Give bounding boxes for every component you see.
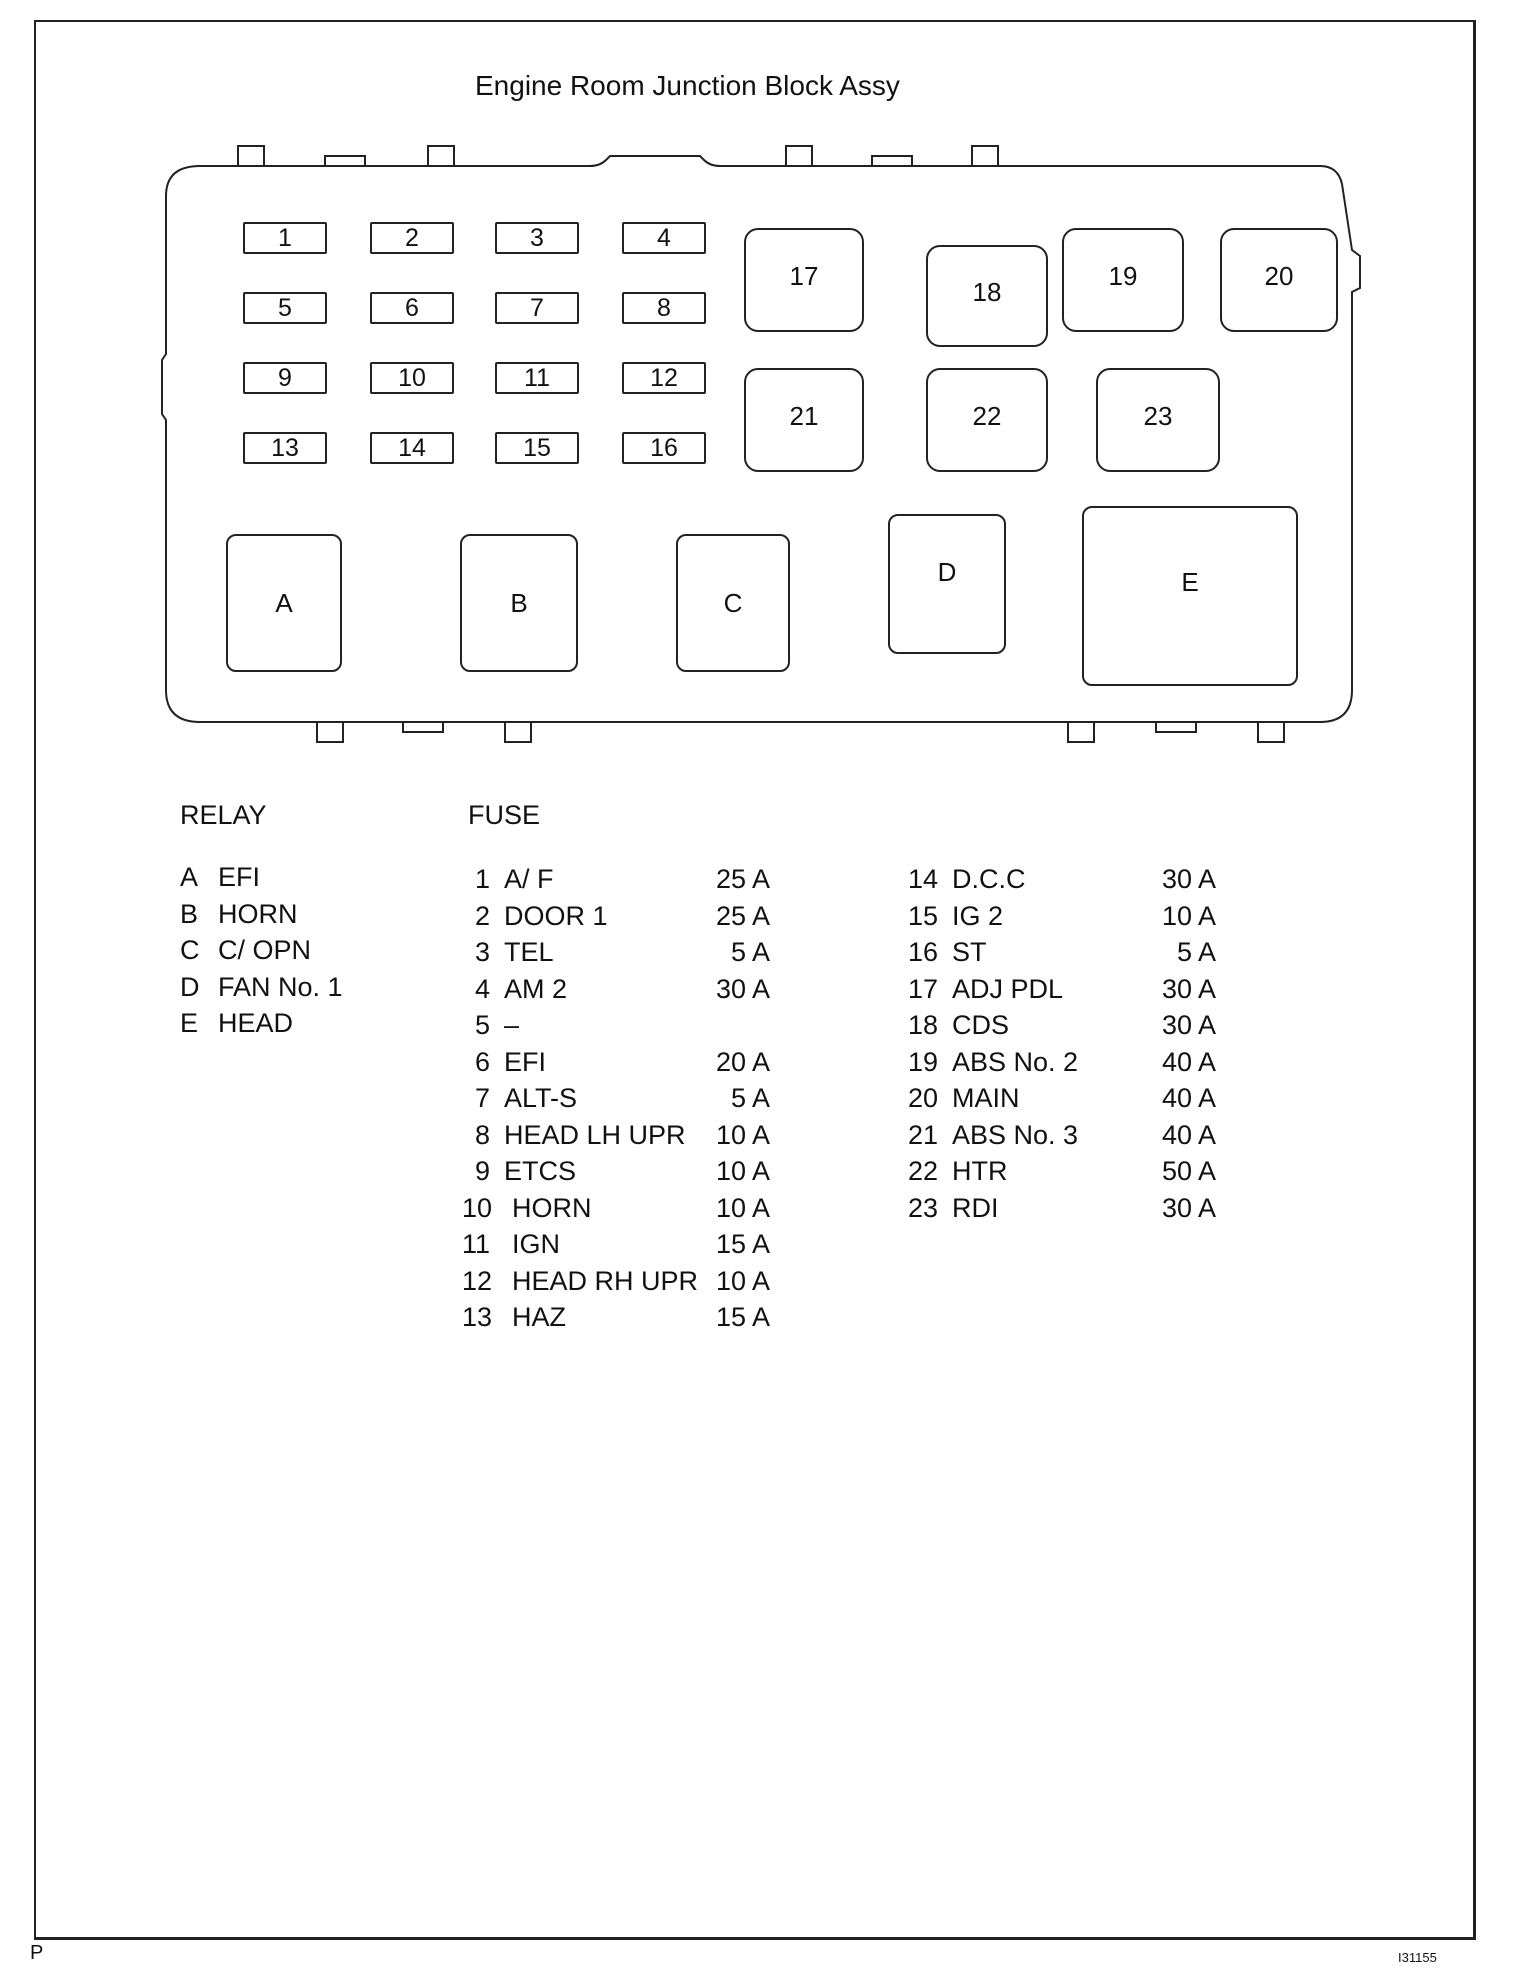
fuse-name: ABS No. 2 [952,1046,1079,1077]
fuse-number: 3 [474,937,490,967]
relay-e [1082,506,1298,686]
fuse-number: 9 [474,1156,490,1186]
fuse-legend-row [462,1156,770,1190]
fuse-legend-row [900,901,1216,935]
fuse-name: AM 2 [504,973,568,1004]
fuse-slot-9 [243,362,327,394]
fuse-name: HEAD RH UPR [512,1265,699,1296]
fuse-amperage: 30 A [1161,864,1216,894]
fuse-name: ALT-S [504,1083,578,1113]
fuse-box-19 [1062,228,1184,332]
fuse-name: HAZ [512,1302,566,1332]
fuse-box-21-label: 21 [789,400,819,431]
fuse-name: IGN [512,1229,561,1259]
fuse-number: 20 [907,1083,938,1113]
relay-id: D [180,971,200,1002]
relay-header: RELAY [180,800,267,830]
relay-id: C [180,935,200,965]
fuse-slot-10-label: 10 [398,363,426,392]
fuse-amperage: 10 A [715,1156,770,1186]
fuse-legend-row [462,1302,770,1336]
fuse-slot-15 [495,432,579,464]
fuse-slot-6 [370,292,454,324]
fuse-number: 23 [907,1192,938,1223]
fuse-amperage: 10 A [715,1119,770,1150]
fuse-slot-7-label: 7 [530,293,544,322]
fuse-box-23 [1096,368,1220,472]
fuse-slot-14-label: 14 [398,433,426,462]
relay-name: FAN No. 1 [218,971,343,1002]
fuse-slot-16-label: 16 [650,433,678,462]
fuse-legend-row [462,1266,770,1300]
fuse-box-17-label: 17 [789,260,819,291]
fuse-number: 10 [462,1192,493,1223]
fuse-slot-9-label: 9 [278,363,292,392]
fuse-legend-row [900,1010,1216,1044]
fuse-name: ABS No. 3 [952,1119,1079,1150]
fuse-name: IG 2 [952,900,1004,931]
fuse-slot-13-label: 13 [271,433,299,462]
fuse-name: HTR [952,1156,1008,1186]
fuse-legend-row [462,974,770,1008]
fuse-slot-8-label: 8 [657,293,671,322]
fuse-amperage: 25 A [715,900,770,931]
fuse-number: 22 [907,1156,938,1186]
fuse-legend-row [900,864,1216,898]
figure-code: I31155 [1398,1950,1437,1965]
fuse-slot-10 [370,362,454,394]
fuse-box-18-label: 18 [972,276,1002,307]
fuse-name: CDS [952,1010,1010,1040]
fuse-number: 4 [474,973,490,1004]
relay-e-label: E [1181,566,1199,597]
diagram-title: Engine Room Junction Block Assy [475,70,900,101]
fuse-slot-2-label: 2 [405,223,419,252]
fuse-amperage: 10 A [715,1192,770,1223]
fuse-number: 15 [907,900,938,931]
fuse-slot-12-label: 12 [650,363,678,392]
fuse-number: 17 [907,973,938,1004]
fuse-amperage: 10 A [715,1265,770,1296]
fuse-slot-1 [243,222,327,254]
fuse-slot-1-label: 1 [278,223,292,252]
fuse-number: 1 [474,864,490,894]
relay-b [460,534,578,672]
relay-legend-row [180,899,380,933]
fuse-slot-13 [243,432,327,464]
fuse-slot-7 [495,292,579,324]
fuse-name: RDI [952,1192,999,1223]
fuse-name: A/ F [504,864,554,894]
fuse-number: 21 [907,1119,938,1150]
fuse-amperage: 5 A [730,937,770,967]
fuse-number: 2 [474,900,490,931]
fuse-legend-row [462,937,770,971]
relay-id: B [180,898,199,929]
fuse-amperage: 25 A [715,864,770,894]
fuse-slot-8 [622,292,706,324]
fuse-legend-row [462,1120,770,1154]
fuse-legend-row [462,1047,770,1081]
fuse-name: TEL [504,937,554,967]
fuse-slot-3-label: 3 [530,223,544,252]
relay-id: A [180,862,199,892]
fuse-legend-row [462,864,770,898]
relay-d [888,514,1006,654]
fuse-number: 18 [907,1010,938,1040]
fuse-amperage: 50 A [1161,1156,1216,1186]
fuse-box-18 [926,245,1048,347]
fuse-box-20 [1220,228,1338,332]
fuse-number: 7 [474,1083,490,1113]
fuse-legend-row [462,1010,770,1044]
fuse-slot-15-label: 15 [523,433,551,462]
relay-a-label: A [275,587,293,618]
fuse-slot-4 [622,222,706,254]
fuse-legend-row [462,901,770,935]
fuse-legend-row [462,1229,770,1263]
fuse-box-21 [744,368,864,472]
relay-legend-row [180,1008,380,1042]
relay-c-label: C [723,587,743,618]
relay-d-label: D [937,556,957,587]
fuse-slot-12 [622,362,706,394]
fuse-name: ETCS [504,1156,577,1186]
relay-a [226,534,342,672]
fuse-box-17 [744,228,864,332]
relay-c [676,534,790,672]
fuse-amperage: 15 A [715,1229,770,1259]
fuse-slot-14 [370,432,454,464]
fuse-number: 13 [462,1302,493,1332]
fuse-slot-11 [495,362,579,394]
relay-id: E [180,1008,199,1038]
fuse-amperage: 30 A [715,973,770,1004]
relay-legend-row [180,972,380,1006]
relay-name: EFI [218,862,261,892]
fuse-legend-row [900,1083,1216,1117]
fuse-number: 6 [474,1046,490,1077]
corner-mark: P [30,1942,44,1964]
fuse-slot-4-label: 4 [657,223,671,252]
relay-legend-row [180,935,380,969]
fuse-number: 11 [462,1229,491,1259]
fuse-amperage: 20 A [715,1046,770,1077]
fuse-header: FUSE [468,800,541,830]
fuse-name: ST [952,937,987,967]
fuse-legend-row [900,1193,1216,1227]
fuse-amperage: 15 A [715,1302,770,1332]
fuse-box-22-label: 22 [972,400,1002,431]
fuse-name: EFI [504,1046,547,1077]
fuse-name: ADJ PDL [952,973,1064,1004]
fuse-amperage: 30 A [1161,1010,1216,1040]
relay-name: HEAD [218,1008,294,1038]
fuse-legend-row [462,1193,770,1227]
fuse-number: 19 [907,1046,938,1077]
fuse-number: 14 [907,864,938,894]
fuse-number: 12 [462,1265,493,1296]
fuse-name: D.C.C [952,864,1026,894]
fuse-number: 8 [474,1119,490,1150]
fuse-slot-2 [370,222,454,254]
fuse-box-19-label: 19 [1108,260,1138,291]
fuse-slot-11-label: 11 [524,363,550,392]
fuse-amperage: 5 A [730,1083,770,1113]
fuse-slot-16 [622,432,706,464]
fuse-box-23-label: 23 [1143,400,1173,431]
relay-name: HORN [218,898,298,929]
fuse-amperage: 30 A [1161,1192,1216,1223]
fuse-slot-5 [243,292,327,324]
fuse-amperage: 40 A [1161,1046,1216,1077]
fuse-legend-row [462,1083,770,1117]
fuse-legend-row [900,1156,1216,1190]
relay-legend-row [180,862,380,896]
fuse-amperage: 10 A [1161,900,1216,931]
relay-b-label: B [510,587,528,618]
fuse-name: – [504,1010,520,1040]
fuse-legend-row [900,974,1216,1008]
fuse-number: 5 [474,1010,490,1040]
fuse-legend-row [900,1120,1216,1154]
fuse-name: DOOR 1 [504,900,608,931]
fuse-slot-6-label: 6 [405,293,419,322]
fuse-name: HORN [512,1192,592,1223]
fuse-number: 16 [907,937,938,967]
fuse-amperage: 40 A [1161,1119,1216,1150]
fuse-legend-row [900,937,1216,971]
fuse-amperage: 30 A [1161,973,1216,1004]
fuse-name: MAIN [952,1083,1020,1113]
fuse-legend-row [900,1047,1216,1081]
fuse-slot-3 [495,222,579,254]
fuse-box-22 [926,368,1048,472]
fuse-amperage: 40 A [1161,1083,1216,1113]
fuse-slot-5-label: 5 [278,293,292,322]
fuse-box-20-label: 20 [1264,260,1294,291]
relay-name: C/ OPN [218,935,312,965]
fuse-name: HEAD LH UPR [504,1119,686,1150]
fuse-amperage: 5 A [1176,937,1216,967]
